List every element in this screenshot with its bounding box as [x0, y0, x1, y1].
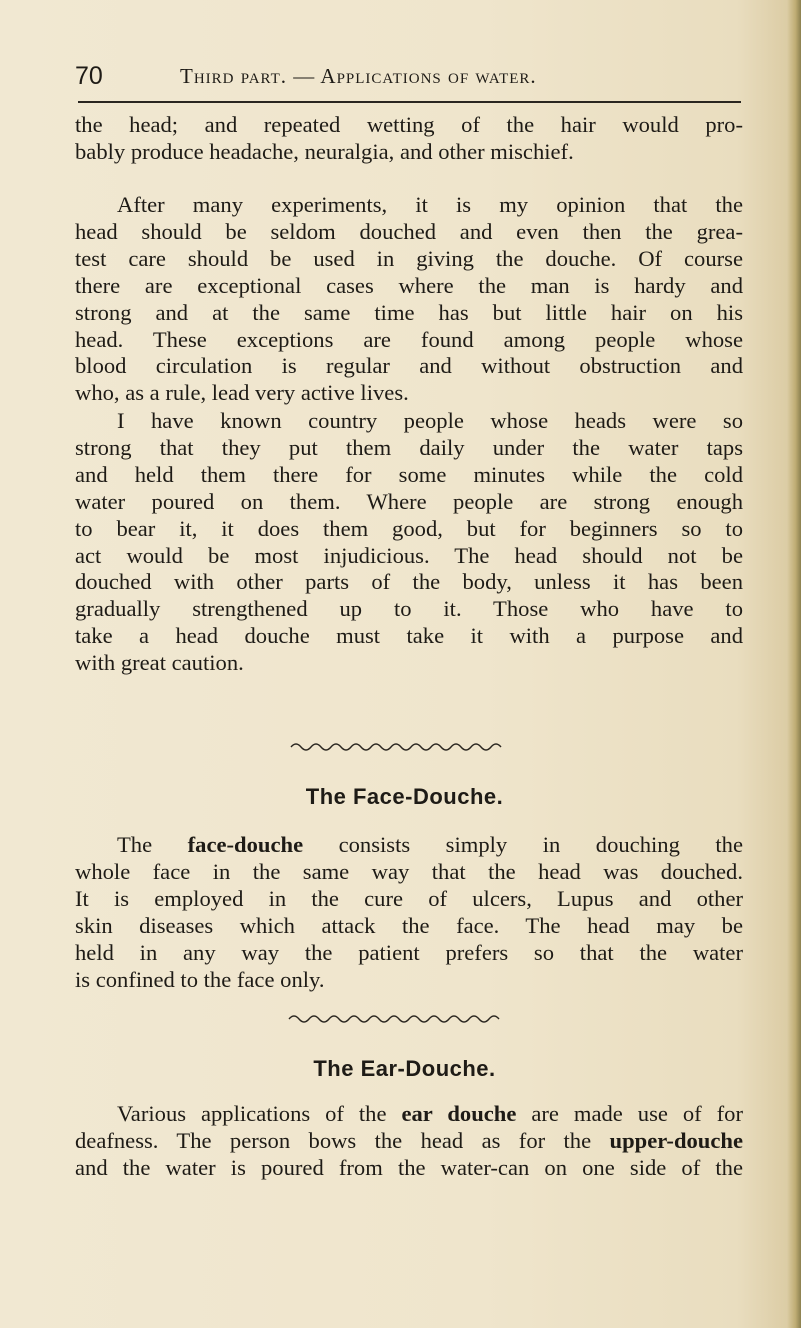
text-line: the head; and repeated wetting of the hair would pro-	[75, 112, 743, 137]
text-line: It is employed in the cure of ulcers, Lupus and other	[75, 885, 743, 911]
bold-term: face-douche	[187, 832, 304, 857]
paragraph-3	[75, 408, 743, 677]
bold-term: ear douche	[401, 1101, 517, 1126]
text-line: skin diseases which attack the face. The head may be	[75, 912, 743, 938]
text-line: whole face in the same way that the head was douched.	[75, 858, 743, 884]
paragraph-1	[75, 112, 743, 166]
text-line	[75, 832, 743, 859]
text-line: strong that they put them daily under the water taps	[75, 434, 743, 460]
text-line: After many experiments, it is my opinion that the	[117, 192, 743, 217]
text-line: I have known country people whose heads were so	[117, 408, 743, 433]
text-line	[75, 1128, 743, 1155]
paragraph-5	[75, 1101, 743, 1182]
section-heading-face-douche: The Face-Douche.	[305, 784, 504, 809]
running-head: Third part. — Applications of water.	[180, 64, 537, 88]
text-line: there are exceptional cases where the man is hardy and	[75, 272, 743, 298]
section-heading-ear-douche: The Ear-Douche.	[313, 1056, 496, 1081]
text-line: with great caution.	[75, 650, 244, 676]
page-header	[75, 58, 743, 98]
text-run: are made use of for	[516, 1101, 743, 1126]
text-run: Various applications of the	[117, 1101, 402, 1126]
text-line: head. These exceptions are found among people whose	[75, 326, 743, 352]
page-edge-stain	[787, 0, 801, 1328]
text-line: blood circulation is regular and without obstruction and	[75, 353, 743, 379]
text-line: and held them there for some minutes while the cold	[75, 461, 743, 487]
bold-term: upper-douche	[609, 1127, 743, 1153]
text-line: gradually strengthened up to it. Those who have to	[75, 596, 743, 622]
text-line: act would be most injudicious. The head should not be	[75, 542, 743, 568]
text-line: held in any way the patient prefers so that the water	[75, 939, 743, 965]
paragraph-2	[75, 192, 743, 407]
text-line: is confined to the face only.	[75, 966, 325, 992]
wavy-divider-ornament	[289, 740, 509, 754]
text-line: to bear it, it does them good, but for beginners so to	[75, 515, 743, 541]
header-rule	[78, 101, 741, 103]
text-run: deafness. The person bows the head as for the	[75, 1127, 610, 1153]
text-run: The	[117, 832, 188, 857]
page-number: 70	[75, 62, 103, 90]
text-line: head should be seldom douched and even then the grea-	[75, 218, 743, 244]
text-line: and the water is poured from the water-can on one side of the	[75, 1154, 743, 1180]
text-line: bably produce headache, neuralgia, and other mischief.	[75, 138, 574, 164]
wavy-divider-ornament	[287, 1012, 507, 1026]
text-line: who, as a rule, lead very active lives.	[75, 380, 409, 406]
text-line: test care should be used in giving the douche. Of course	[75, 245, 743, 271]
text-run: consists simply in douching the	[303, 832, 743, 857]
text-line: strong and at the same time has but little hair on his	[75, 299, 743, 325]
paragraph-4	[75, 832, 743, 993]
text-line: water poured on them. Where people are strong enough	[75, 488, 743, 514]
text-line: douched with other parts of the body, unless it has been	[75, 569, 743, 595]
text-line: take a head douche must take it with a purpose and	[75, 623, 743, 649]
text-line	[75, 1101, 743, 1128]
